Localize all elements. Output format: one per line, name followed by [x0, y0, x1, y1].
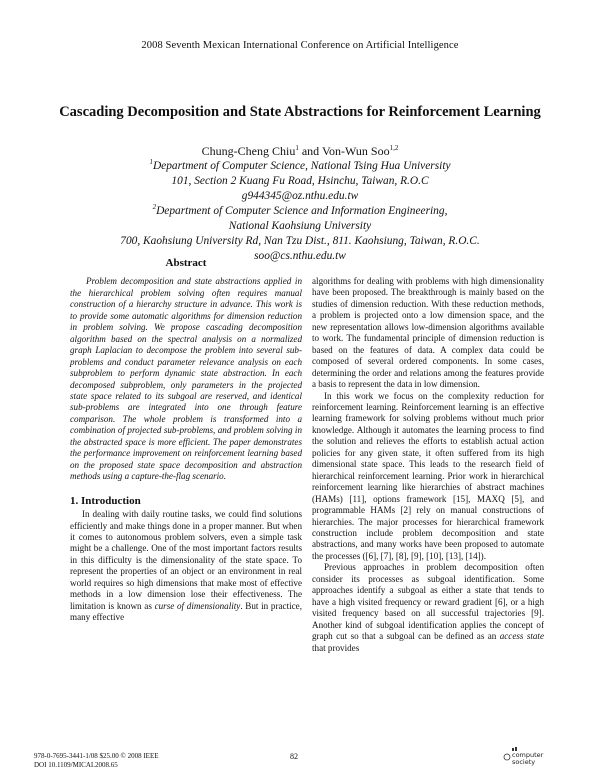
author-names: [0, 144, 600, 159]
affiliation-2-dept: Department of Computer Science and Information Engineering,: [156, 205, 448, 217]
conference-header: 2008 Seventh Mexican International Conference on Artificial Intelligence: [141, 40, 459, 51]
abstract-heading: Abstract: [165, 257, 207, 269]
abstract-text: Problem decomposition and state abstractions applied in the hierarchical problem solving often requires manual construction of a hierarchy structure in advance. This work is to provide some automatic algorithms for dimension reduction in problem solving. We propose cascading decomposition algorithm based on the spectral analysis on a normalized graph Laplacian to decompose the problem into several sub-problems and conduct parameter relevance analysis on each subproblem to perform dynamic state abstraction. In each decomposed subproblem, only parameters in the projected state space related to its subgoal are reserved, and identical sub-problems are integrated into one through feature comparison. The whole problem is transformed into a combination of projected sub-problems, and problem solving in the abstracted space is more efficient. The paper demonstrates the performance improvement on reinforcement learning based on the proposed state space decomposition and abstraction methods using a capture-the-flag scenario.: [70, 276, 302, 482]
logo-text-line-1: computer: [512, 751, 544, 759]
author-2-sup: 1,2: [389, 144, 399, 152]
author-block: [0, 144, 600, 264]
introduction-heading: 1. Introduction: [70, 494, 141, 507]
affiliation-2-email: soo@cs.nthu.edu.tw: [254, 250, 346, 262]
intro-paragraph-3: [312, 562, 544, 654]
intro-p1-emphasis: curse of dimensionality: [154, 600, 241, 611]
affiliation-1-dept: Department of Computer Science, National Tsing Hua University: [152, 160, 451, 172]
author-1-sup: 1: [295, 144, 299, 152]
footer-isbn: 978-0-7695-3441-1/08 $25.00 © 2008 IEEE: [34, 752, 159, 760]
footer-copyright: [34, 752, 159, 770]
logo-text-line-2: society: [512, 758, 536, 766]
intro-p1-part-b: . But in practice, many effective: [70, 600, 302, 623]
affiliation-1-sup: 1: [149, 158, 153, 167]
left-column: [70, 258, 302, 624]
intro-p3-part-a: Previous approaches in problem decomposition often consider its processes as subgoal identification. Some approaches identify a subgoal as either a state that tends to have a high visited frequency or reward gradient [6], or a high visited frequency based on all successful trajectories [9]. Another kind of subgoal identification applies the concept of graph cut so that a subgoal can be defined as an: [312, 562, 544, 642]
intro-p3-emphasis: access state: [499, 631, 544, 642]
affiliation-1: [0, 159, 600, 204]
intro-paragraph-1: [70, 509, 302, 624]
author-conjunction: and: [298, 144, 322, 158]
computer-society-logo-text: [512, 752, 543, 766]
affiliation-2-university: National Kaohsiung University: [228, 220, 372, 232]
affiliation-1-address: 101, Section 2 Kuang Fu Road, Hsinchu, Taiwan, R.O.C: [171, 175, 429, 187]
page-number: 82: [290, 752, 298, 761]
intro-paragraph-1-continued: algorithms for dealing with problems with high dimensionality have been proposed. The breakthrough is mainly based on the studies of dimension reduction. With these reduction methods, a problem is projected onto a low dimension space, and the new representation allows low-dimension algorithms available to work. The fundamental principle of dimension reduction is based on the features of data. A complex data could be composed of several ordered components. In some cases, determining the order and relations among the features provide a basis to represent the data in low dimension.: [312, 276, 544, 390]
right-column: [312, 276, 544, 654]
affiliation-2: [0, 204, 600, 264]
intro-paragraph-2: In this work we focus on the complexity reduction for reinforcement learning. Reinforcement learning is an effective learning framework for solving problems without much prior knowledge. Although it automates the learning process to find the solution and relieves the efforts to establish actual action policies for any given state, it often suffered from its high dimensional state space. This leads to the research field of hierarchical reinforcement learning. Prior work in hierarchical reinforcement learning like hierarchies of abstract machines (HAMs) [11], options framework [15], MAXQ [5], and programmable HAMs [2] rely on manual constructions of hierarchies. The major processes for hierarchical framework construction include problem decomposition and state abstractions, and many works have been proposed to automate the processes ([6], [7], [8], [9], [10], [13], [14]).: [312, 390, 544, 561]
paper-title: Cascading Decomposition and State Abstractions for Reinforcement Learning: [59, 104, 541, 120]
intro-p3-part-b: that provides: [312, 642, 360, 653]
author-1: Chung-Cheng Chiu: [201, 144, 296, 158]
author-2: Von-Wun Soo: [321, 144, 390, 158]
intro-p1-part-a: In dealing with daily routine tasks, we could find solutions efficiently and make things done in a proper manner. But when it comes to autonomous problem solvers, even a simple task might be a challenge. One of the most important factors results in this difficulty is the dimensionality of the state space. To represent the properties of an object or an environment in real world requires so high dimensions that make most of effective methods in a low dimension lose their effectiveness. The limitation is known as: [70, 509, 302, 611]
footer-doi: DOI 10.1109/MICAI.2008.65: [34, 761, 118, 769]
affiliation-2-sup: 2: [152, 203, 157, 212]
computer-society-logo: [500, 747, 542, 769]
affiliation-1-email: g944345@oz.nthu.edu.tw: [241, 190, 359, 202]
affiliation-2-address: 700, Kaohsiung University Rd, Nan Tzu Dist., 811. Kaohsiung, Taiwan, R.O.C.: [120, 235, 480, 247]
